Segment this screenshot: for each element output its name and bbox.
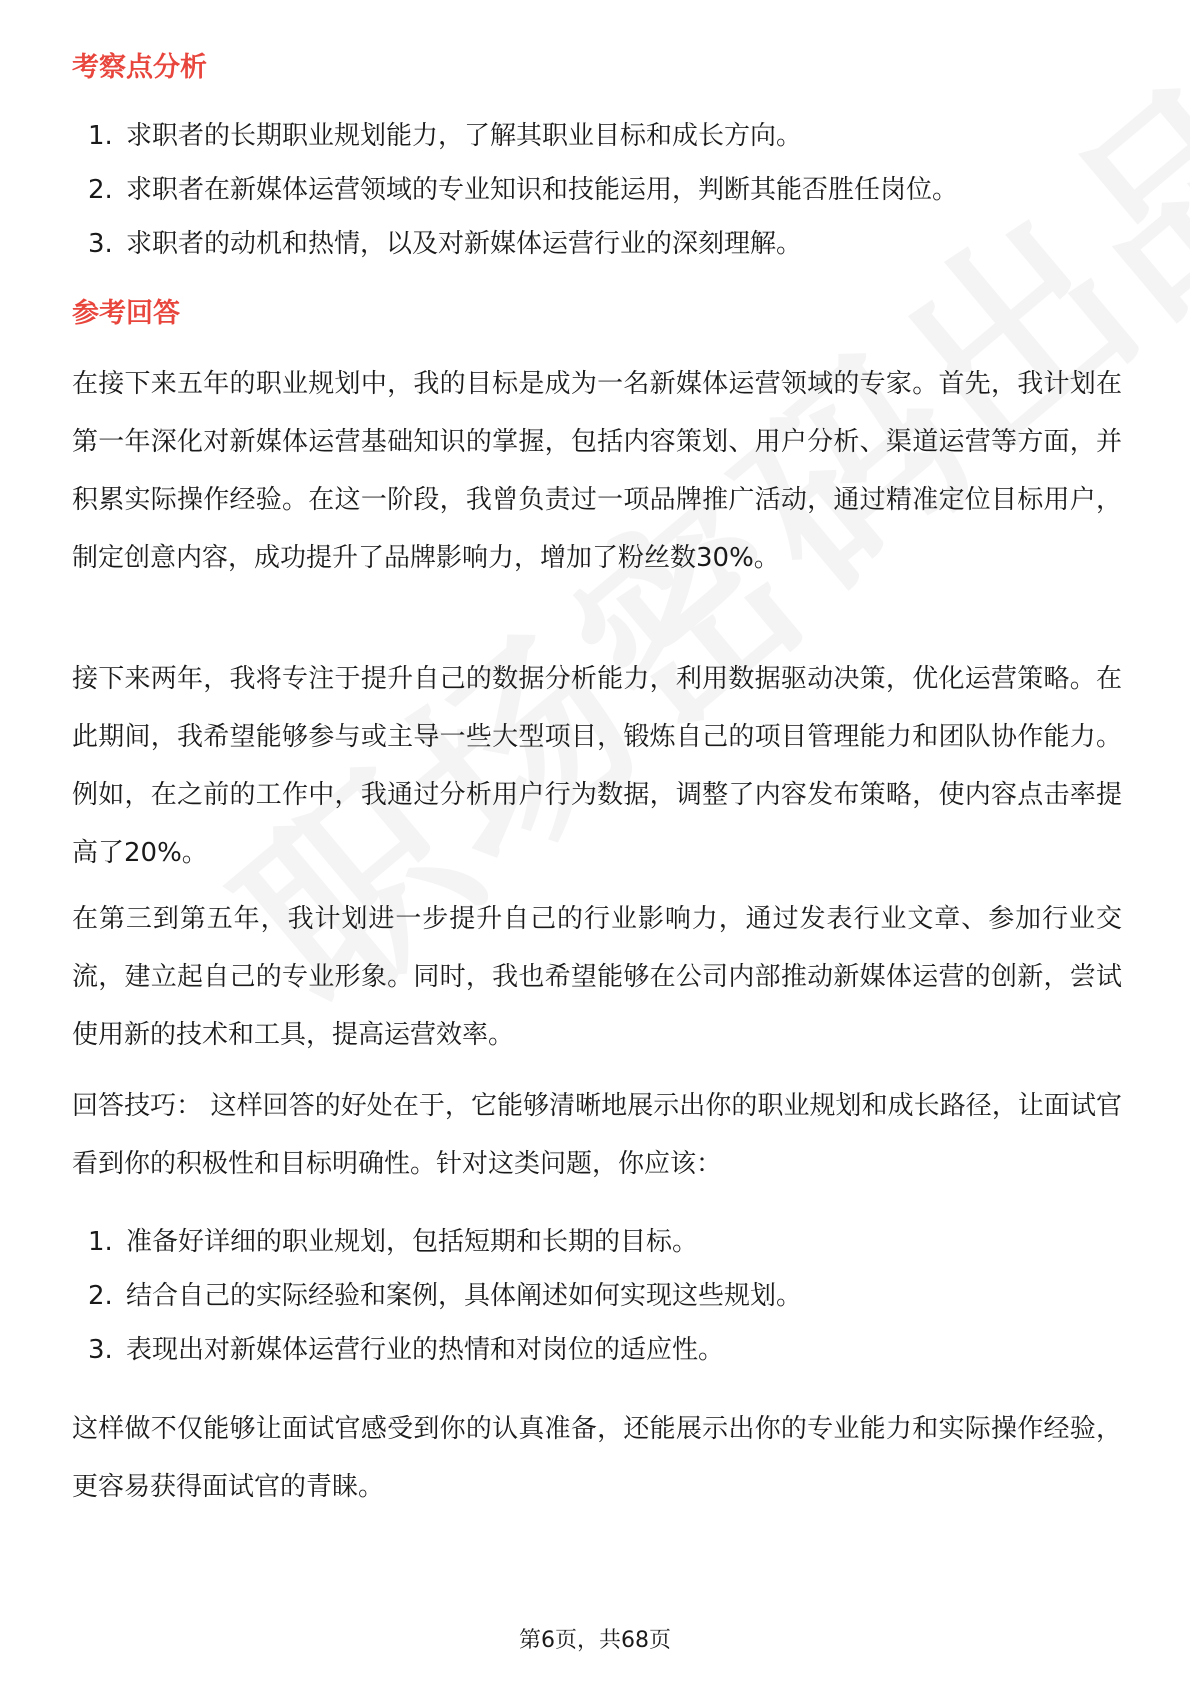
paragraph-closing: 这样做不仅能够让面试官感受到你的认真准备，还能展示出你的专业能力和实际操作经验，更容易获得面试官的青睐。 bbox=[72, 1414, 1122, 1502]
section-title-analysis: 考察点分析 bbox=[72, 52, 207, 83]
paragraph-tips-intro: 回答技巧： 这样回答的好处在于，它能够清晰地展示出你的职业规划和成长路径，让面试官看到你的积极性和目标明确性。针对这类问题，你应该： bbox=[72, 1091, 1122, 1179]
list-item: 1. 求职者的长期职业规划能力，了解其职业目标和成长方向。 bbox=[88, 121, 803, 151]
list-item: 2. 求职者在新媒体运营领域的专业知识和技能运用，判断其能否胜任岗位。 bbox=[88, 175, 959, 205]
list-item: 3. 表现出对新媒体运营行业的热情和对岗位的适应性。 bbox=[88, 1335, 725, 1365]
list-item: 1. 准备好详细的职业规划，包括短期和长期的目标。 bbox=[88, 1227, 699, 1257]
list-item: 2. 结合自己的实际经验和案例，具体阐述如何实现这些规划。 bbox=[88, 1281, 803, 1311]
paragraph: 在第三到第五年，我计划进一步提升自己的行业影响力，通过发表行业文章、参加行业交流，建立起自己的专业形象。同时，我也希望能够在公司内部推动新媒体运营的创新，尝试使用新的技术和工具，提高运营效率。 bbox=[72, 904, 1122, 1050]
list-item-text: 结合自己的实际经验和案例，具体阐述如何实现这些规划。 bbox=[126, 1281, 803, 1311]
paragraph: 在接下来五年的职业规划中，我的目标是成为一名新媒体运营领域的专家。首先，我计划在第一年深化对新媒体运营基础知识的掌握，包括内容策划、用户分析、渠道运营等方面，并积累实际操作经验。在这一阶段，我曾负责过一项品牌推广活动，通过精准定位目标用户，制定创意内容，成功提升了品牌影响力，增加了粉丝数30%。 bbox=[72, 369, 1122, 573]
list-item-text: 求职者的动机和热情，以及对新媒体运营行业的深刻理解。 bbox=[126, 229, 803, 259]
list-item-text: 求职者在新媒体运营领域的专业知识和技能运用，判断其能否胜任岗位。 bbox=[126, 175, 959, 205]
list-item: 3. 求职者的动机和热情，以及对新媒体运营行业的深刻理解。 bbox=[88, 229, 803, 259]
page-number: 第6页，共68页 bbox=[519, 1628, 671, 1653]
list-item-text: 求职者的长期职业规划能力，了解其职业目标和成长方向。 bbox=[126, 121, 803, 151]
list-item-text: 表现出对新媒体运营行业的热情和对岗位的适应性。 bbox=[126, 1335, 725, 1365]
paragraph: 接下来两年，我将专注于提升自己的数据分析能力，利用数据驱动决策，优化运营策略。在此期间，我希望能够参与或主导一些大型项目，锻炼自己的项目管理能力和团队协作能力。例如，在之前的工作中，我通过分析用户行为数据，调整了内容发布策略，使内容点击率提高了20%。 bbox=[72, 664, 1122, 868]
section-title-reference-answer: 参考回答 bbox=[72, 298, 180, 329]
list-item-text: 准备好详细的职业规划，包括短期和长期的目标。 bbox=[126, 1227, 699, 1257]
